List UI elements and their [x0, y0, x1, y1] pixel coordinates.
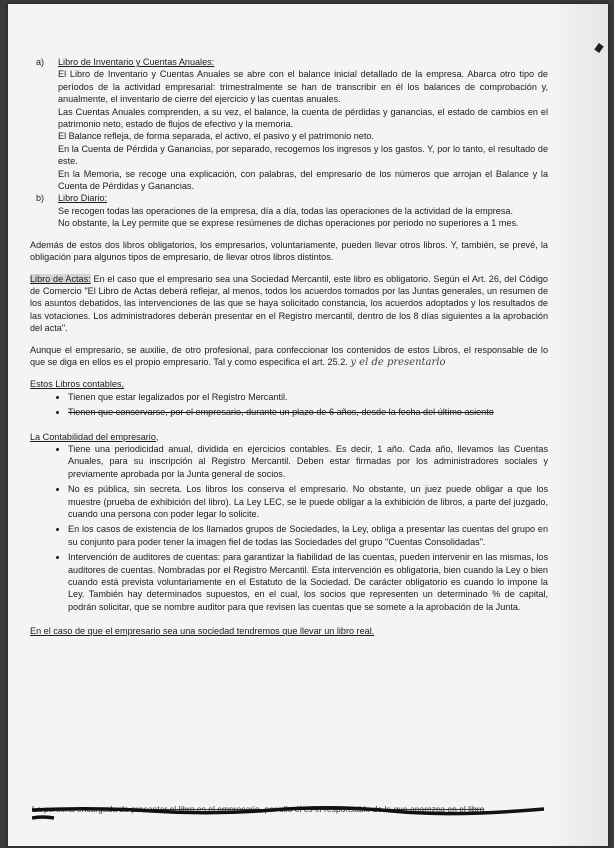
list-item: • Tiene una periodicidad anual, dividida en ejercicios contables. Es decir, 1 año. Cada año, llevamos las Cuentas Anuales, para su inscripción al Registro Mercantil. Deben estar firmadas por los administradores sociales y previamente aprobada por la Junta general de socios.: [68, 443, 548, 480]
list-item: • No es pública, sin secreta. Los libros los conserva el empresario. No obstante, un juez puede obligar a que los muestre (prueba de exhibición del libro). La Ley LEC, se le puede obligar a la exhibición de libros, a parte del juzgado, cuando una persona con poder legar lo solicite.: [68, 483, 548, 520]
scribbled-out-line: [32, 804, 544, 820]
section-a-line-5: En la Memoria, se recoge una explicación, con palabras, del empresario de los números que arrojan el Balance y la Cuenta de Pérdidas y Ganancias.: [58, 168, 548, 192]
section-b-line-1: Se recogen todas las operaciones de la empresa, día a día, todas las operaciones de la actividad de la empresa.: [58, 205, 513, 216]
section-b-line-2: No obstante, la Ley permite que se exprese resúmenes de dichas operaciones por periodo no superiores a 1 mes.: [58, 218, 519, 229]
contabilidad-list: [30, 443, 548, 613]
section-b-marker: b): [36, 193, 45, 204]
page-shadow: [548, 4, 608, 846]
section-a-title: Libro de Inventario y Cuentas Anuales:: [58, 57, 215, 67]
document-page: [8, 4, 608, 846]
contables-list: [30, 391, 548, 419]
section-a-line-4: En la Cuenta de Pérdida y Ganancias, por separado, recogemos los ingresos y los gastos. Y, por lo tanto, el resultado de este.: [58, 143, 548, 167]
section-a-marker: a): [36, 57, 45, 67]
contabilidad-heading: La Contabilidad del empresario,: [30, 431, 159, 442]
list-item: • Tienen que conservarse, por el empresario, durante un plazo de 6 años, desde la fecha del último asiento: [68, 406, 548, 418]
scribbled-text: La persona encargada de presentar el libro es el empresario, por ello él es el responsable de lo que aparezca en el libro: [32, 804, 485, 814]
document-content: [30, 56, 548, 638]
section-a-line-3: El Balance refleja, de forma separada, el activo, el pasivo y el patrimonio neto.: [58, 131, 374, 142]
handwritten-note: y el de presentarlo: [350, 356, 446, 368]
paragraph-final: En el caso de que el empresario sea una sociedad tendremos que llevar un libro real.: [30, 626, 375, 637]
section-a: [30, 56, 548, 192]
libro-actas-text: En el caso que el empresario sea una Sociedad Mercantil, este libro es obligatorio. Según el Art. 26, del Código de Comercio "El Libro de Actas deberá reflejar, al menos, todos los acuerdos tomados por las Juntas generales, un resumen de los asuntos debatidos, las intervenciones de las que se haya solicitado constancia, los acuerdos adoptados y los resultados de las votaciones. Los administradores deberán presentar en el Registro mercantil, dentro de los 8 días siguientes a la aprobación del acta".: [30, 273, 548, 334]
list-item: • En los casos de existencia de los llamados grupos de Sociedades, la Ley, obliga a presentar las cuentas del grupo en su conjunto para poder tener la imagen fiel de todas las Sociedades del grupo "Cuentas Consolidadas".: [68, 523, 548, 548]
list-item: • Intervención de auditores de cuentas: para garantizar la fiabilidad de las cuentas, pueden intervenir en las mismas, los auditores de cuentas. Nombradas por el Registro Mercantil. Esta intervención es obligatoria, bien cuando la Ley o bien cuando está prevista voluntariamente en el Estatuto de la Sociedad. De carácter obligatorio es cuando lo impone la Ley. También hay determinados supuestos, en el cual, los socios que representen un determinado % de capital, podrán solicitar, que se nombre auditor para que revisen las cuentas que se somete a la aprobación de la Junta.: [68, 551, 548, 613]
list-item: • Tienen que estar legalizados por el Registro Mercantil.: [68, 391, 548, 403]
paragraph-otros-libros: Además de estos dos libros obligatorios, los empresarios, voluntariamente, pueden llevar otros libros. Y, también, se prevé, la obligación para algunos tipos de empresario, de llevar otros libros distintos.: [30, 239, 548, 263]
scribble-strokes: [32, 804, 544, 820]
paragraph-libro-actas: [30, 273, 548, 335]
section-b-title: Libro Diario:: [58, 193, 108, 204]
section-b: [30, 192, 548, 229]
aunque-text: Aunque el empresario, se auxilie, de otro profesional, para confeccionar los contenidos de estos Libros, el responsable de lo que se diga en ellos es el propio empresario. Tal y como especifica el art. 25.2.: [30, 344, 548, 367]
section-a-line-1: El Libro de Inventario y Cuentas Anuales se abre con el balance inicial detallado de la empresa. Abarca otro tipo de períodos de la actividad empresarial: trimestralmente se han de transcribir en él los balances de comprobación y, anualmente, el inventario de cierre del ejercicio y las cuentas anuales.: [58, 69, 548, 105]
contables-heading: Estos Libros contables,: [30, 379, 125, 390]
libro-actas-label: Libro de Actas:: [30, 273, 91, 284]
section-a-line-2: Las Cuentas Anuales comprenden, a su vez, el balance, la cuenta de pérdidas y ganancias, el estado de cambios en el patrimonio neto, estado de flujos de efectivo y la memoria.: [58, 106, 548, 130]
paragraph-aunque: [30, 344, 548, 370]
